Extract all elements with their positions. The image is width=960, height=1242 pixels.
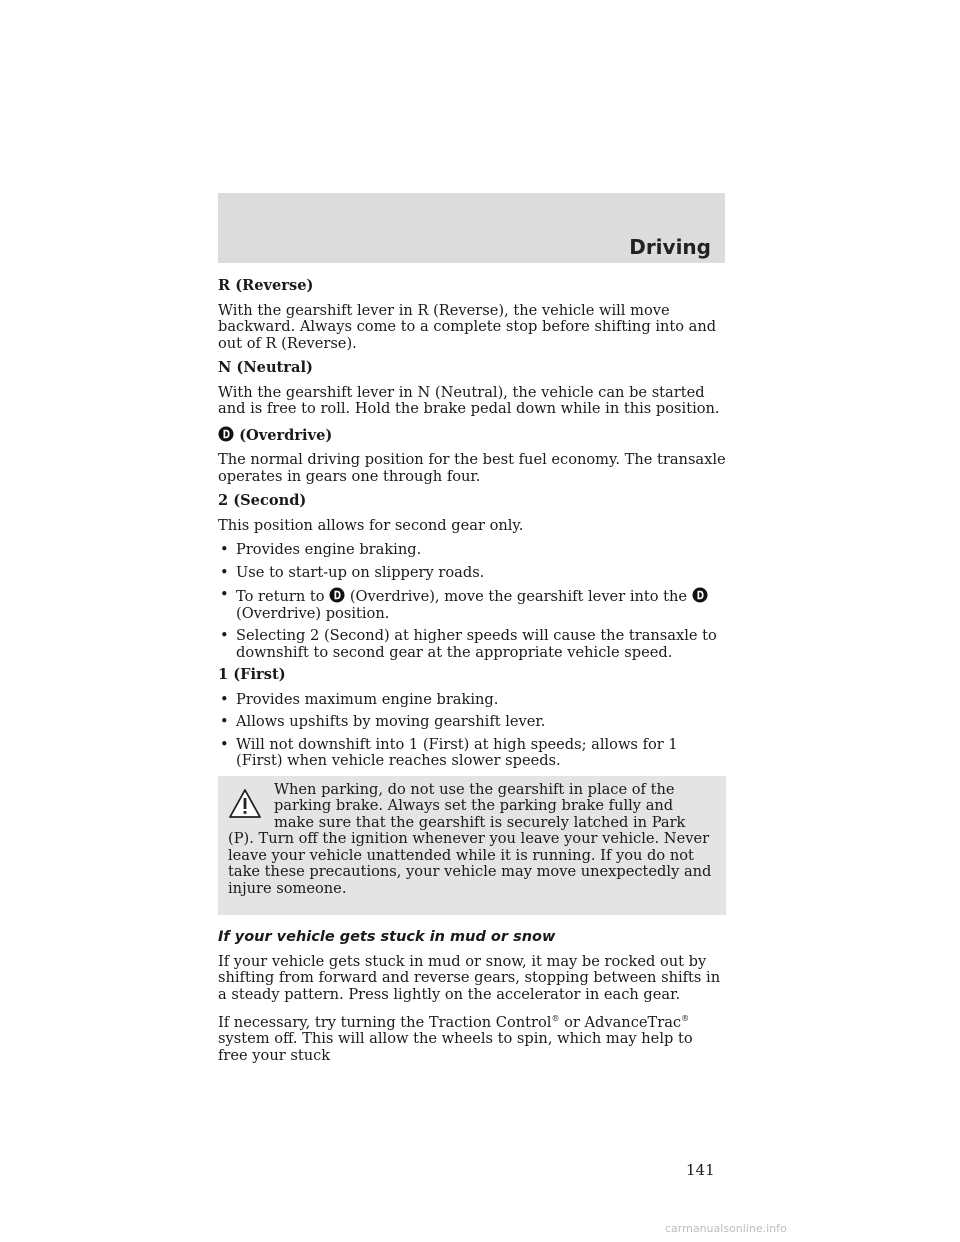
list-item bbox=[218, 587, 726, 622]
list-item: • Will not downshift into 1 (First) at high speeds; allows for 1 (First) when vehicle reaches slower speeds. bbox=[218, 737, 726, 770]
stuck-paragraph: If your vehicle gets stuck in mud or snow, it may be rocked out by shifting from forward and reverse gears, stopping between shifts in a steady pattern. Press lightly on the accelerator in each gear. bbox=[218, 952, 721, 1003]
section-title: Driving bbox=[629, 235, 711, 259]
traction-text-3: system off. This will allow the wheels to spin, which may help to free your stuck bbox=[218, 1030, 693, 1064]
list-item: • Provides maximum engine braking. bbox=[218, 692, 726, 709]
second-paragraph: This position allows for second gear only. bbox=[218, 516, 524, 534]
overdrive-paragraph: The normal driving position for the best fuel economy. The transaxle operates in gears one through four. bbox=[218, 451, 726, 485]
traction-paragraph bbox=[218, 1011, 726, 1064]
stuck-heading: If your vehicle gets stuck in mud or snow bbox=[218, 929, 556, 945]
overdrive-heading-text: (Overdrive) bbox=[239, 426, 333, 444]
registered-mark: ® bbox=[551, 1014, 560, 1023]
reverse-heading: R (Reverse) bbox=[218, 277, 314, 294]
header-band bbox=[218, 193, 725, 263]
return-text-1: To return to bbox=[236, 588, 325, 605]
overdrive-d-icon bbox=[329, 587, 345, 603]
page-number: 141 bbox=[686, 1161, 715, 1179]
page-content bbox=[218, 278, 726, 1072]
list-item: • Provides engine braking. bbox=[218, 542, 726, 559]
list-item: • Allows upshifts by moving gearshift lever. bbox=[218, 714, 726, 731]
first-heading: 1 (First) bbox=[218, 666, 286, 683]
warning-text: When parking, do not use the gearshift in place of the parking brake. Always set the parking brake fully and make sure that the gearshift is securely latched in Park (P). Turn off the ignition whenever you leave your vehicle. Never leave your vehicle unattended while it is running. If you do not take these precautions, your vehicle may move unexpectedly and injure someone. bbox=[228, 780, 712, 897]
warning-triangle-icon bbox=[228, 788, 262, 820]
traction-text-1: If necessary, try turning the Traction Control bbox=[218, 1013, 552, 1031]
list-item: • Selecting 2 (Second) at higher speeds will cause the transaxle to downshift to second gear at the appropriate vehicle speed. bbox=[218, 628, 726, 661]
overdrive-d-icon bbox=[218, 426, 234, 442]
registered-mark: ® bbox=[681, 1014, 690, 1023]
second-heading: 2 (Second) bbox=[218, 492, 307, 509]
traction-text-2: or AdvanceTrac bbox=[564, 1013, 682, 1031]
return-text-3: (Overdrive) position. bbox=[236, 604, 390, 622]
reverse-paragraph: With the gearshift lever in R (Reverse), the vehicle will move backward. Always come to a complete stop before shifting into and out of R (Reverse). bbox=[218, 301, 717, 352]
neutral-heading: N (Neutral) bbox=[218, 359, 313, 376]
list-item: • Use to start-up on slippery roads. bbox=[218, 565, 726, 582]
overdrive-heading bbox=[218, 426, 726, 445]
warning-box bbox=[218, 776, 726, 916]
overdrive-d-icon bbox=[692, 587, 708, 603]
return-text-2: (Overdrive), move the gearshift lever into the bbox=[349, 588, 688, 605]
watermark: carmanualsonline.info bbox=[665, 1222, 787, 1235]
neutral-paragraph: With the gearshift lever in N (Neutral), the vehicle can be started and is free to roll. Hold the brake pedal down while in this position. bbox=[218, 383, 720, 417]
